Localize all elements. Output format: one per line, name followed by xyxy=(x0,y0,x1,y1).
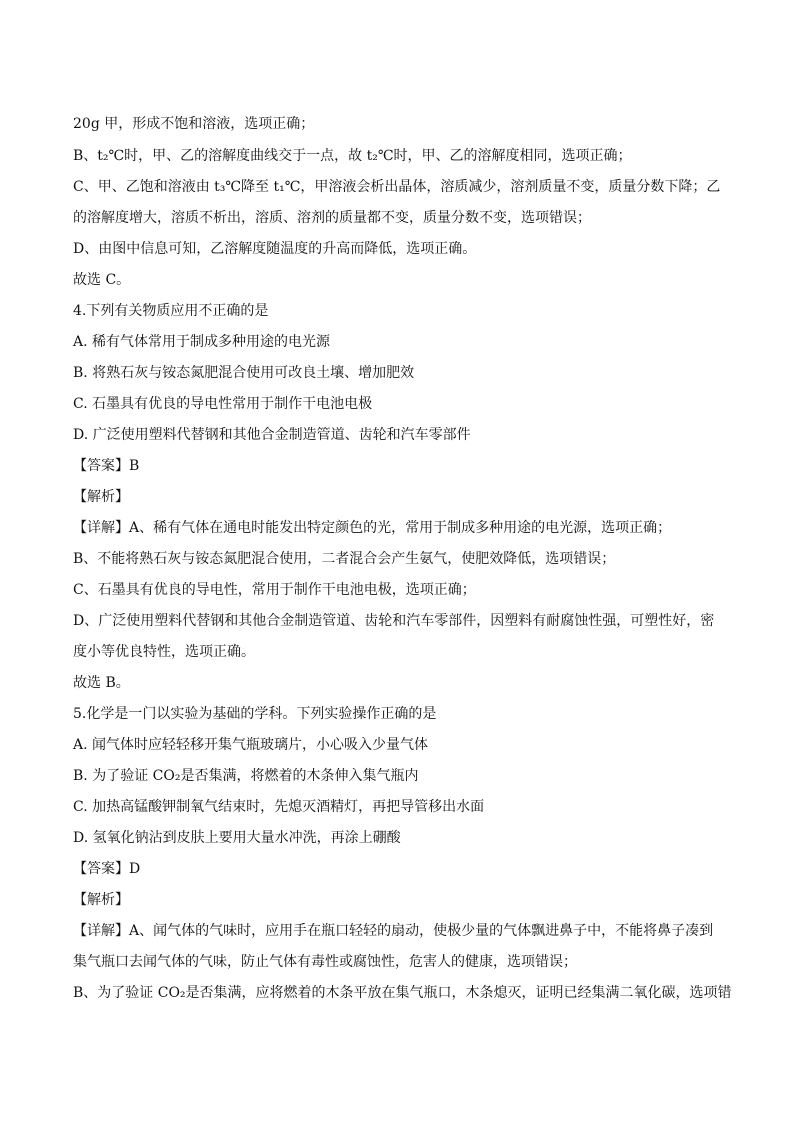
option-b: B. 将熟石灰与铵态氮肥混合使用可改良土壤、增加肥效 xyxy=(73,365,415,381)
text-line: 的溶解度增大，溶质不析出，溶质、溶剂的质量都不变，质量分数不变，选项错误； xyxy=(73,210,591,226)
option-a: A. 稀有气体常用于制成多种用途的电光源 xyxy=(73,334,331,350)
explanation-line: 集气瓶口去闻气体的气味，防止气体有毒性或腐蚀性，危害人的健康，选项错误； xyxy=(73,954,577,970)
analysis-label: 【解析】 xyxy=(73,892,129,908)
text-line: B、t₂℃时，甲、乙的溶解度曲线交于一点，故 t₂℃时，甲、乙的溶解度相同，选项正确； xyxy=(73,148,632,164)
text-line: 故选 C。 xyxy=(73,272,131,288)
explanation-line: C、石墨具有优良的导电性，常用于制作干电池电极，选项正确； xyxy=(73,582,476,598)
option-d: D. 广泛使用塑料代替钢和其他合金制造管道、齿轮和汽车零部件 xyxy=(73,427,471,443)
option-d: D. 氢氧化钠沾到皮肤上要用大量水冲洗，再涂上硼酸 xyxy=(73,830,401,846)
text-line: D、由图中信息可知，乙溶解度随温度的升高而降低，选项正确。 xyxy=(73,241,477,257)
question-stem: 4.下列有关物质应用不正确的是 xyxy=(73,303,269,319)
explanation-line: 【详解】A、闻气体的气味时，应用手在瓶口轻轻的扇动，使极少量的气体飘进鼻子中，不能将鼻子凑到 xyxy=(73,923,714,939)
answer-label: 【答案】B xyxy=(73,458,140,474)
option-c: C. 石墨具有优良的导电性常用于制作干电池电极 xyxy=(73,396,373,412)
question-stem: 5.化学是一门以实验为基础的学科。下列实验操作正确的是 xyxy=(73,706,437,722)
answer-label: 【答案】D xyxy=(73,861,141,877)
explanation-line: B、为了验证 CO₂是否集满，应将燃着的木条平放在集气瓶口，木条熄灭，证明已经集满二氧化碳，选项错 xyxy=(73,985,732,1001)
explanation-line: B、不能将熟石灰与铵态氮肥混合使用，二者混合会产生氨气，使肥效降低，选项错误； xyxy=(73,551,616,567)
analysis-label: 【解析】 xyxy=(73,489,129,505)
option-c: C. 加热高锰酸钾制氧气结束时，先熄灭酒精灯，再把导管移出水面 xyxy=(73,799,485,815)
explanation-line: 【详解】A、稀有气体在通电时能发出特定颜色的光，常用于制成多种用途的电光源，选项正确； xyxy=(73,520,672,536)
option-a: A. 闻气体时应轻轻移开集气瓶玻璃片，小心吸入少量气体 xyxy=(73,737,429,753)
choice-line: 故选 B。 xyxy=(73,675,130,691)
option-b: B. 为了验证 CO₂是否集满，将燃着的木条伸入集气瓶内 xyxy=(73,768,419,784)
explanation-line: 度小等优良特性，选项正确。 xyxy=(73,644,255,660)
explanation-line: D、广泛使用塑料代替钢和其他合金制造管道、齿轮和汽车零部件，因塑料有耐腐蚀性强，可塑性好，密 xyxy=(73,613,715,629)
text-line: 20g 甲，形成不饱和溶液，选项正确； xyxy=(73,116,315,132)
text-line: C、甲、乙饱和溶液由 t₃℃降至 t₁℃，甲溶液会析出晶体，溶质减少，溶剂质量不变，质量分数下降；乙 xyxy=(73,179,721,195)
